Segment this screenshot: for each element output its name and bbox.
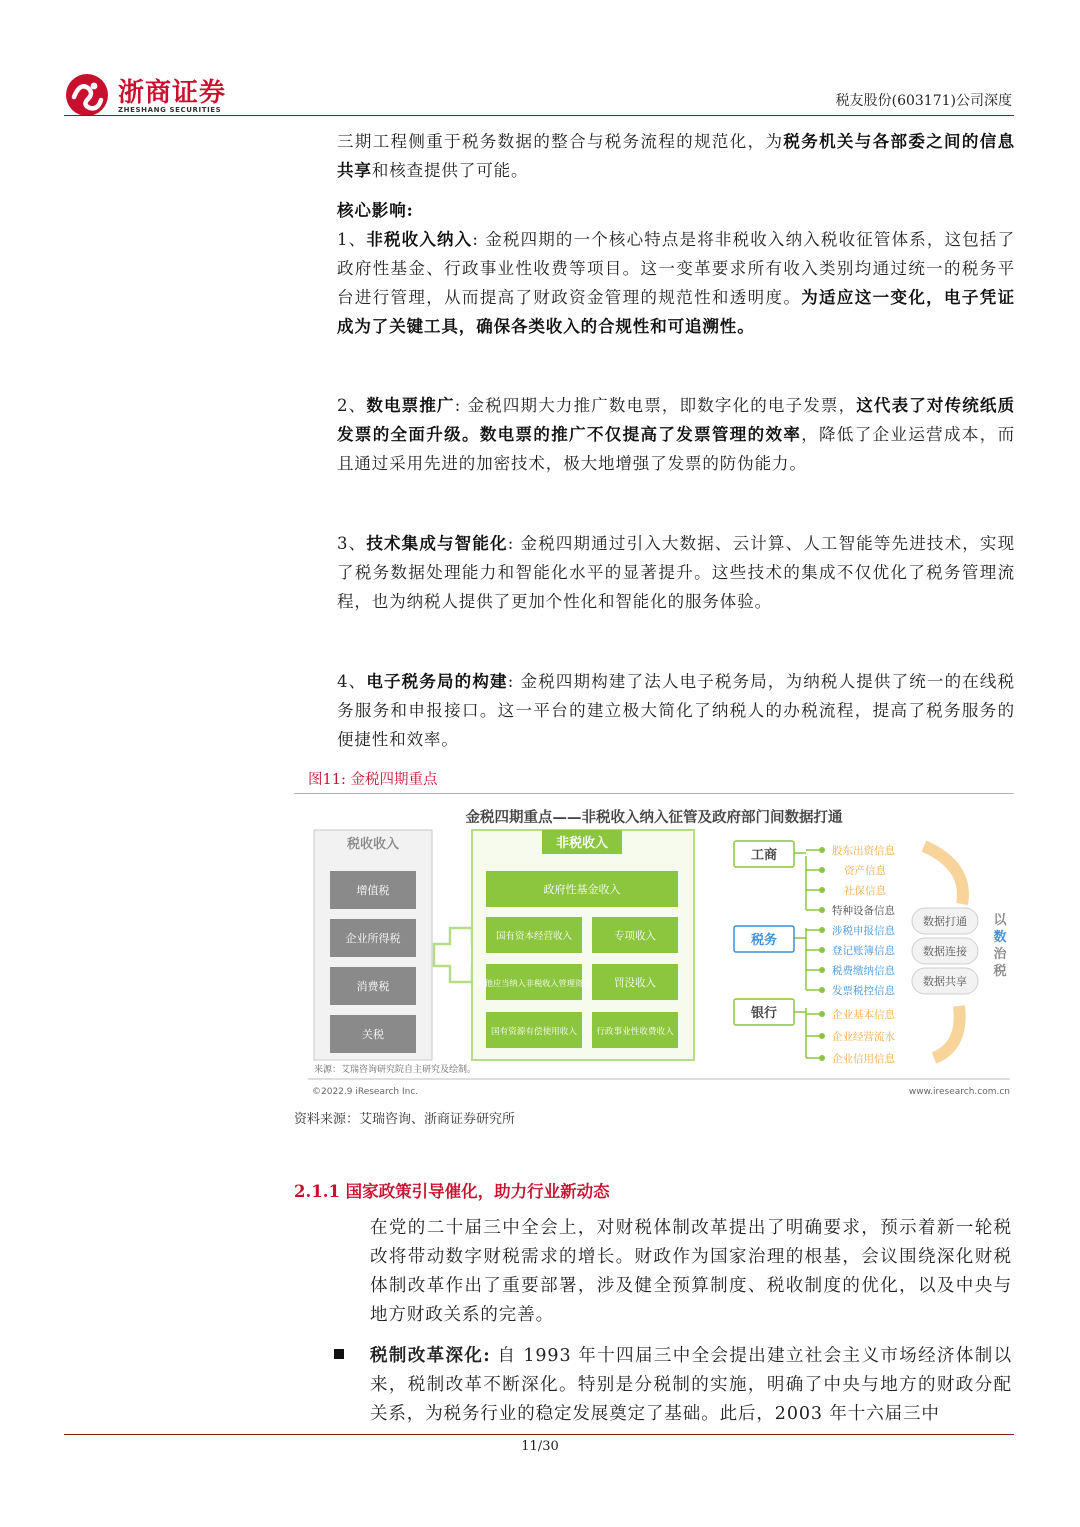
intro-paragraph: 三期工程侧重于税务数据的整合与税务流程的规范化，为税务机关与各部委之间的信息共享和核查提供了可能。: [337, 132, 1016, 180]
group-item: 社保信息: [844, 885, 886, 897]
nontax-title: 非税收入: [555, 836, 609, 851]
figure-copyright: ©2022.9 iResearch Inc.: [312, 1087, 419, 1097]
side-label-char: 税: [993, 964, 1007, 979]
group-item: 税费缴纳信息: [832, 965, 895, 977]
data-item: 数据共享: [923, 975, 967, 988]
logo-text-en: ZHESHANG SECURITIES: [118, 106, 222, 114]
diagram-title: 金税四期重点——非税收入纳入征管及政府部门间数据打通: [465, 810, 843, 826]
tax-item: 增值税: [356, 884, 390, 897]
figure-diagram: [294, 796, 1014, 1102]
impact-item-1: 1、非税收入纳入: 金税四期的一个核心特点是将非税收入纳入税收征管体系，这包括了政府性基金、行政事业性收费等项目。这一变革要求所有收入类别均通过统一的税务平台进行管理，从而提高了财政资金管理的规范性和透明度。为适应这一变化，电子凭证成为了关键工具，确保各类收入的合规性和可追溯性。: [337, 230, 1015, 336]
data-item: 数据连接: [923, 945, 967, 958]
figure-source: 资料来源：艾瑞咨询、浙商证券研究所: [294, 1112, 516, 1127]
company-logo: [64, 66, 234, 118]
impact-item-2: 2、数电票推广: 金税四期大力推广数电票，即数字化的电子发票，这代表了对传统纸质发票的全面升级。数电票的推广不仅提高了发票管理的效率，降低了企业运营成本，而且通过采用先进的加密技术，极大地增强了发票的防伪能力。: [337, 396, 1015, 473]
footer-divider: [64, 1434, 1014, 1435]
group-item: 资产信息: [844, 865, 886, 877]
figure-website: www.iresearch.com.cn: [908, 1087, 1010, 1097]
tax-income-title: 税收收入: [346, 837, 400, 852]
group-name: 银行: [750, 1006, 778, 1021]
group-item: 股东出资信息: [832, 845, 895, 857]
nontax-item: 国有资本经营收入: [495, 931, 573, 942]
side-label-char: 数: [993, 930, 1007, 945]
zheshang-logo-icon: [64, 72, 110, 118]
tax-item: 关税: [362, 1028, 384, 1041]
core-impact-heading: 核心影响:: [337, 201, 414, 220]
figure-inner-source: 来源：艾瑞咨询研究院自主研究及绘制。: [314, 1065, 477, 1075]
header-divider: [64, 115, 1014, 116]
group-item: 企业经营流水: [832, 1031, 895, 1043]
tax-item: 企业所得税: [345, 932, 401, 945]
group-name: 税务: [750, 933, 778, 948]
figure-caption: 图11: 金税四期重点: [308, 772, 438, 788]
nontax-item: 国有资源有偿使用收入: [491, 1027, 577, 1037]
group-item: 涉税申报信息: [832, 925, 895, 937]
nontax-item: 其他应当纳入非税收入管理资金: [476, 978, 592, 988]
figure-top-rule: [294, 793, 1014, 794]
impact-item-4: 4、电子税务局的构建: 金税四期构建了法人电子税务局，为纳税人提供了统一的在线税务服务和申报接口。这一平台的建立极大简化了纳税人的办税流程，提高了税务服务的便捷性和效率。: [337, 672, 1015, 749]
group-name: 工商: [750, 848, 778, 863]
nontax-item: 政府性基金收入: [543, 883, 621, 896]
report-title: 税友股份(603171)公司深度: [835, 93, 1012, 109]
bullet-square-icon: [334, 1349, 344, 1359]
impact-item-3: 3、技术集成与智能化: 金税四期通过引入大数据、云计算、人工智能等先进技术，实现了税务数据处理能力和智能化水平的显著提升。这些技术的集成不仅优化了税务管理流程，也为纳税人提供了更加个性化和智能化的服务体验。: [337, 534, 1015, 611]
nontax-item: 罚没收入: [614, 977, 656, 989]
logo-text-cn: 浙商证券: [118, 78, 227, 108]
group-item: 企业基本信息: [832, 1009, 895, 1021]
nontax-item: 专项收入: [614, 930, 656, 942]
group-item: 登记账簿信息: [832, 945, 895, 957]
section-title: 2.1.1 国家政策引导催化，助力行业新动态: [294, 1182, 610, 1201]
side-label-char: 治: [993, 947, 1007, 962]
side-label-char: 以: [993, 913, 1007, 928]
tax-item: 消费税: [356, 980, 390, 993]
nontax-item: 行政事业性收费收入: [596, 1027, 674, 1037]
golden-tax-diagram: [294, 796, 1014, 1102]
group-item: 企业信用信息: [832, 1053, 895, 1065]
policy-paragraph: 在党的二十届三中全会上，对财税体制改革提出了明确要求，预示着新一轮税改将带动数字财税需求的增长。财政作为国家治理的根基，会议围绕深化财税体制改革作出了重要部署，涉及健全预算制度、税收制度的优化，以及中央与地方财政关系的完善。: [370, 1218, 1012, 1325]
group-item: 特种设备信息: [832, 905, 895, 917]
tax-reform-paragraph: 税制改革深化: 自 1993 年十四届三中全会提出建立社会主义市场经济体制以来，税制改革不断深化。特别是分税制的实施，明确了中央与地方的财政分配关系，为税务行业的稳定发展奠定了基础。此后，2003 年十六届三中: [370, 1346, 1012, 1424]
data-item: 数据打通: [923, 915, 967, 928]
page-number: 11/30: [521, 1439, 559, 1454]
group-item: 发票税控信息: [832, 985, 895, 997]
